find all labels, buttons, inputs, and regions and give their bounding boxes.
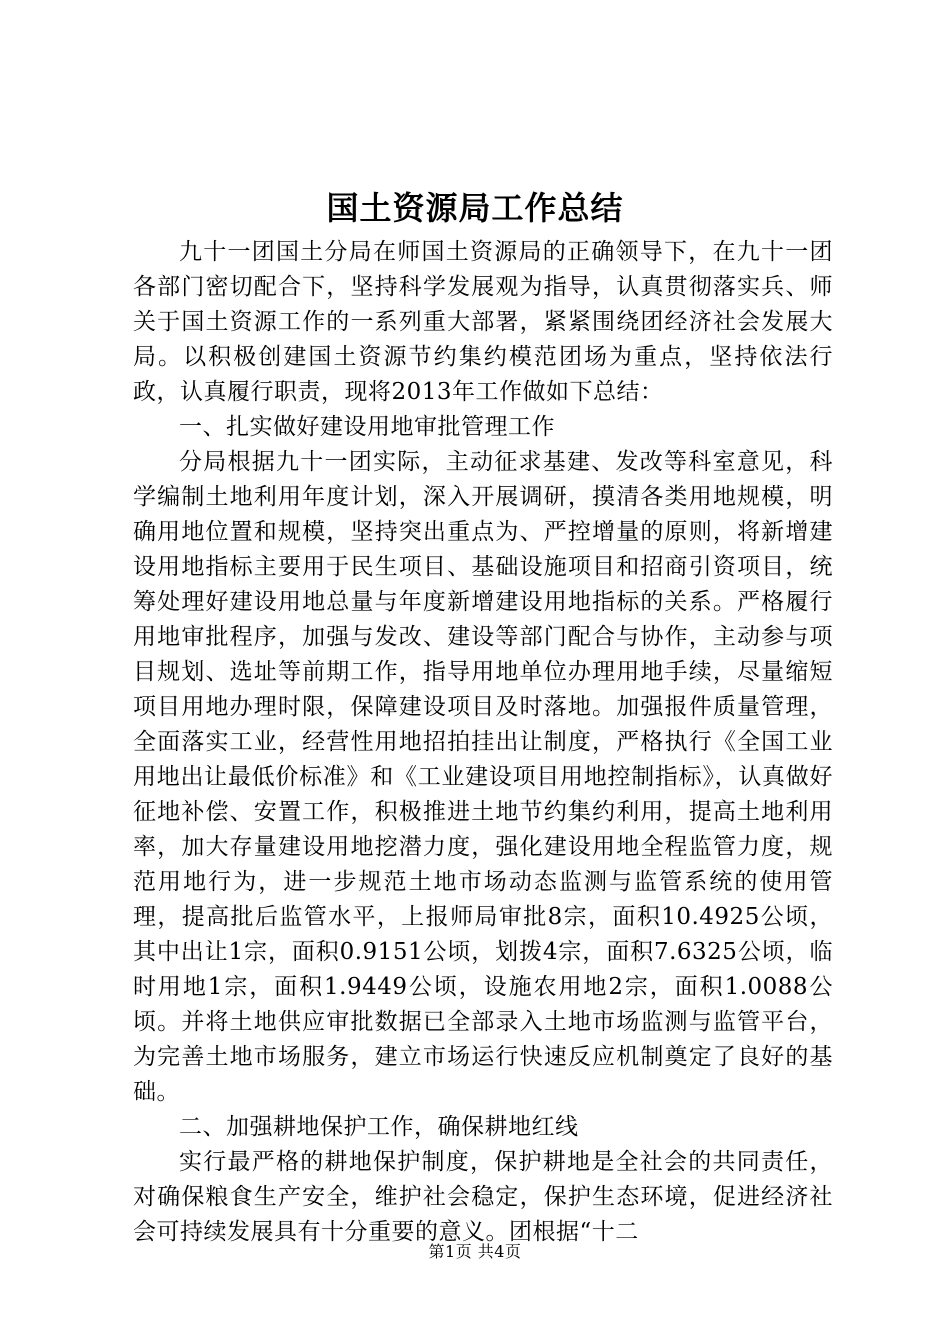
section-heading-1: 一、扎实做好建设用地审批管理工作 (179, 414, 555, 440)
page-footer: 第1页 共4页 (428, 1242, 522, 1261)
document-body (133, 235, 833, 1250)
section-2-paragraph: 实行最严格的耕地保护制度，保护耕地是全社会的共同责任，对确保粮食生产安全，维护社会稳定，保护生态环境，促进经济社会可持续发展具有十分重要的意义。团根据“十二 (133, 1149, 833, 1245)
section-1-paragraph: 分局根据九十一团实际，主动征求基建、发改等科室意见，科学编制土地利用年度计划，深入开展调研，摸清各类用地规模，明确用地位置和规模，坚持突出重点为、严控增量的原则，将新增建设用地指标主要用于民生项目、基础设施项目和招商引资项目，统筹处理好建设用地总量与年度新增建设用地指标的关系。严格履行用地审批程序，加强与发改、建设等部门配合与协作，主动参与项目规划、选址等前期工作，指导用地单位办理用地手续，尽量缩短项目用地办理时限，保障建设项目及时落地。加强报件质量管理，全面落实工业，经营性用地招拍挂出让制度，严格执行《全国工业用地出让最低价标准》和《工业建设项目用地控制指标》，认真做好征地补偿、安置工作，积极推进土地节约集约利用，提高土地利用率，加大存量建设用地挖潜力度，强化建设用地全程监管力度，规范用地行为，进一步规范土地市场动态监测与监管系统的使用管理，提高批后监管水平，上报师局审批8宗，面积10.4925公顷，其中出让1宗，面积0.9151公顷，划拨4宗，面积7.6325公顷，临时用地1宗，面积1.9449公顷，设施农用地2宗，面积1.0088公顷。并将土地供应审批数据已全部录入土地市场监测与监管平台，为完善土地市场服务，建立市场运行快速反应机制奠定了良好的基础。 (133, 449, 833, 1105)
section-heading-2: 二、加强耕地保护工作，确保耕地红线 (179, 1114, 579, 1140)
intro-paragraph: 九十一团国土分局在师国土资源局的正确领导下，在九十一团各部门密切配合下，坚持科学发展观为指导，认真贯彻落实兵、师关于国土资源工作的一系列重大部署，紧紧围绕团经济社会发展大局。以积极创建国土资源节约集约模范团场为重点，坚持依法行政，认真履行职责，现将2013年工作做如下总结： (133, 239, 833, 405)
document-title: 国土资源局工作总结 (326, 189, 624, 227)
